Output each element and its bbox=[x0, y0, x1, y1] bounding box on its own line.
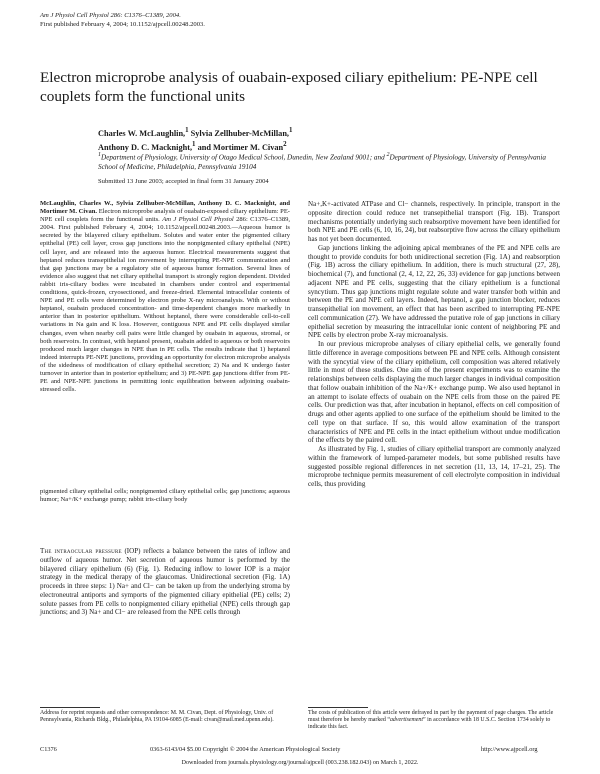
footnote-divider bbox=[40, 707, 100, 708]
footnote-divider bbox=[308, 707, 368, 708]
right-column bbox=[308, 200, 560, 489]
download-notice: Downloaded from journals.physiology.org/journal/ajpcell (003.238.182.043) on March 1, 2022. bbox=[181, 759, 419, 766]
abstract-citation-rest: 286: C1376–C1389, 2004. First published February 4, 2004; 10.1152/ajpcell.00248.2003.— bbox=[40, 216, 291, 232]
affiliations bbox=[98, 151, 548, 172]
page-number: C1376 bbox=[40, 746, 57, 753]
intro-text: (IOP) reflects a balance between the rates of inflow and outflow of aqueous humor. Net secretion of aqueous humor is performed by the bilayered ciliary epithelium (6) (Fig. 1). Reducing inflow to lower IOP is a major strategy in the medical therapy of the glaucomas. Unidirectional secretion (Fig. 1A) proceeds in three steps: 1) Na+ and Cl− can be taken up from the underlying stroma by electroneutral antiports and symports of the pigmented ciliary epithelial (PE) cells; 2) solute passes from PE cells to nonpigmented ciliary epithelial (NPE) cells through gap junctions; and 3) Na+ and Cl− are released from the NPE cells through bbox=[40, 547, 291, 617]
paragraph: As illustrated by Fig. 1, studies of ciliary epithelial transport are commonly analyzed within the framework of lumped-parameter models, but some published results have suggested possible regional differences in net secretion (11, 13, 14, 17–21, 25). The microprobe technique permits measurement of cell electrolyte composition in individual cells, thus providing bbox=[308, 445, 560, 488]
affiliation-penn: Department of Physiology, University of Pennsylvania School of Medicine, Philadelphia, Pennsylvania 19104 bbox=[98, 153, 546, 171]
abstract-citation-title: Electron microprobe analysis of ouabain-exposed ciliary epithelium: PE-NPE cell couplets form the functional units. bbox=[40, 208, 290, 224]
author-name: Anthony D. C. Macknight, bbox=[98, 142, 193, 152]
paragraph: In our previous microprobe analyses of ciliary epithelial cells, we generally found little difference in average compositions between PE and NPE cells. Although consistent with the syncytial view of the ciliary epithelium, cell composition was altered relatively little in most of these studies. One aim of the present experiments was to examine the relationships between cells displaying the much larger changes in individual composition that follow ouabain inhibition of the Na+/K+ exchange pump. We also used heptanol in an attempt to isolate effects of ouabain on the NPE cells from those on the paired PE cells. Our prediction was that, after incubation in heptanol, effects on cell composition of drugs and other agents applied to one surface of the epithelium should be limited to the cell type on that surface. If so, this would allow examination of the transport characteristics of NPE and PE cells in the intact epithelium without undue modification of the effects by the paired cell. bbox=[308, 340, 560, 445]
journal-url[interactable]: http://www.ajpcell.org bbox=[481, 746, 538, 753]
keywords-text: pigmented ciliary epithelial cells; nonpigmented ciliary epithelial cells; gap junctions; aqueous humor; Na+/K+ exchange pump; rabbit iris-ciliary body bbox=[40, 488, 290, 504]
paragraph: Na+,K+-activated ATPase and Cl− channels, respectively. In principle, transport in the opposite direction could reduce net transepithelial transport (Fig. 1B). Transport mechanisms potentially underlying such reabsorptive movement have been identified for both NPE and PE cells (6, 10, 16, 24), but reabsorptive flow across the ciliary epithelium has not yet been documented. bbox=[308, 200, 560, 243]
publication-cost-footnote bbox=[308, 710, 560, 732]
affiliation-marker: 1 bbox=[98, 152, 101, 158]
abstract-body: Aqueous humor is secreted by the bilayered ciliary epithelium. Solutes and water enter the pigmented ciliary epithelial (PE) cell layer, cross gap junctions into the nonpigmented ciliary epithelial (NPE) cell layer, and are released into the aqueous humor. Electrical measurements suggest that heptanol reduces transepithelial ion movement by interrupting PE-NPE communication and that gap junctions may be a regulatory site of aqueous humor formation. Several lines of evidence also suggest that net ciliary epithelial transport is strongly region dependent. Divided rabbit iris-ciliary bodies were incubated in chambers under control and experimental conditions, quick-frozen, cryosectioned, and freeze-dried. Elemental intracellular contents of NPE and PE cells were determined by electron probe X-ray microanalysis. With or without heptanol, ouabain produced concentration- and time-dependent changes more markedly in anterior than in posterior epithelium. Without heptanol, there were considerable cell-to-cell variations in Na gain and K loss. However, contiguous NPE and PE cells displayed similar changes, even when nearby cell pairs were little changed by ouabain in aqueous, stromal, or both reservoirs. In contrast, with heptanol present, ouabain added to aqueous or both reservoirs produced much larger changes in NPE than in PE cells. The results indicate that 1) heptanol indeed interrupts PE-NPE junctions, providing an opportunity for electron microprobe analysis of the sidedness of modification of ciliary epithelial secretion; 2) Na and K undergo faster turnover in anterior than in posterior epithelium; and 3) PE-NPE gap junctions differ from PE-PE and NPE-NPE junctions in permitting ionic equilibration between adjoining ouabain-stressed cells. bbox=[40, 224, 290, 394]
affiliation-marker: 2 bbox=[386, 152, 390, 158]
abstract-citation-authors: McLaughlin, Charles W., Sylvia Zellhuber-McMillan, Anthony D. C. Macknight, and Mortimer M. Civan. bbox=[40, 200, 290, 216]
author-name: Sylvia Zellhuber-McMillan, bbox=[190, 128, 290, 138]
copyright-line: 0363-6143/04 $5.00 Copyright © 2004 the American Physiological Society bbox=[150, 746, 341, 753]
footnote-advertisement: advertisement bbox=[389, 717, 423, 724]
correspondence-footnote: Address for reprint requests and other correspondence: M. M. Civan, Dept. of Physiology, Univ. of Pennsylvania, Richards Bldg., Philadelphia, PA 19104-6085 (E-mail: civan@mail.med.upenn.edu). bbox=[40, 710, 274, 724]
abstract bbox=[40, 200, 290, 394]
submission-dates: Submitted 13 June 2003; accepted in final form 31 January 2004 bbox=[98, 178, 269, 185]
journal-reference: Am J Physiol Cell Physiol 286: C1376–C1389, 2004. bbox=[40, 12, 181, 19]
first-published-line: First published February 4, 2004; 10.1152/ajpcell.00248.2003. bbox=[40, 20, 205, 28]
running-header bbox=[40, 12, 205, 29]
affiliation-marker: 1 bbox=[192, 140, 196, 148]
intro-lead-in: The intraocular pressure bbox=[40, 547, 122, 555]
article-title: Electron microprobe analysis of ouabain-exposed ciliary epithelium: PE-NPE cell couplets form the functional units bbox=[40, 69, 538, 105]
abstract-citation-journal: Am J Physiol Cell Physiol bbox=[162, 216, 234, 224]
author-name: Charles W. McLaughlin, bbox=[98, 128, 186, 138]
keywords bbox=[40, 488, 290, 504]
author-list bbox=[98, 125, 548, 153]
footnote-text: ” in accordance with 18 U.S.C. Section 1734 solely to indicate this fact. bbox=[308, 717, 551, 731]
affiliation-otago: Department of Physiology, University of Otago Medical School, Dunedin, New Zealand 9001; and bbox=[101, 153, 387, 162]
affiliation-marker: 2 bbox=[283, 140, 287, 148]
author-name: and Mortimer M. Civan bbox=[197, 142, 284, 152]
affiliation-marker: 1 bbox=[185, 127, 189, 134]
affiliation-marker: 1 bbox=[289, 127, 293, 134]
paragraph: Gap junctions linking the adjoining apical membranes of the PE and NPE cells are thought to provide conduits for both unidirectional secretion (Fig. 1A) and reabsorption (Fig. 1B) across the ciliary epithelium. In addition, there is much structural (27, 28), biochemical (7), and functional (2, 4, 12, 22, 26, 33) evidence for gap junctions between adjacent NPE and PE cells, suggesting that the ciliary epithelium is a functional syncytium. Thus gap junctions might regulate solute and water transfer both within and between the PE and NPE cell layers. Indeed, heptanol, a gap junction blocker, reduces transepithelial ion movement, an effect that has been ascribed to interrupting PE-NPE cell communication (27). We have addressed the putative role of gap junctions in ciliary epithelial secretion by measuring the intracellular ionic content of neighboring PE and NPE cells by electron probe X-ray microanalysis. bbox=[308, 243, 560, 340]
introduction-start bbox=[40, 547, 290, 617]
footnote-text: The costs of publication of this article were defrayed in part by the payment of page charges. The article must therefore be hereby marked “ bbox=[308, 710, 554, 724]
